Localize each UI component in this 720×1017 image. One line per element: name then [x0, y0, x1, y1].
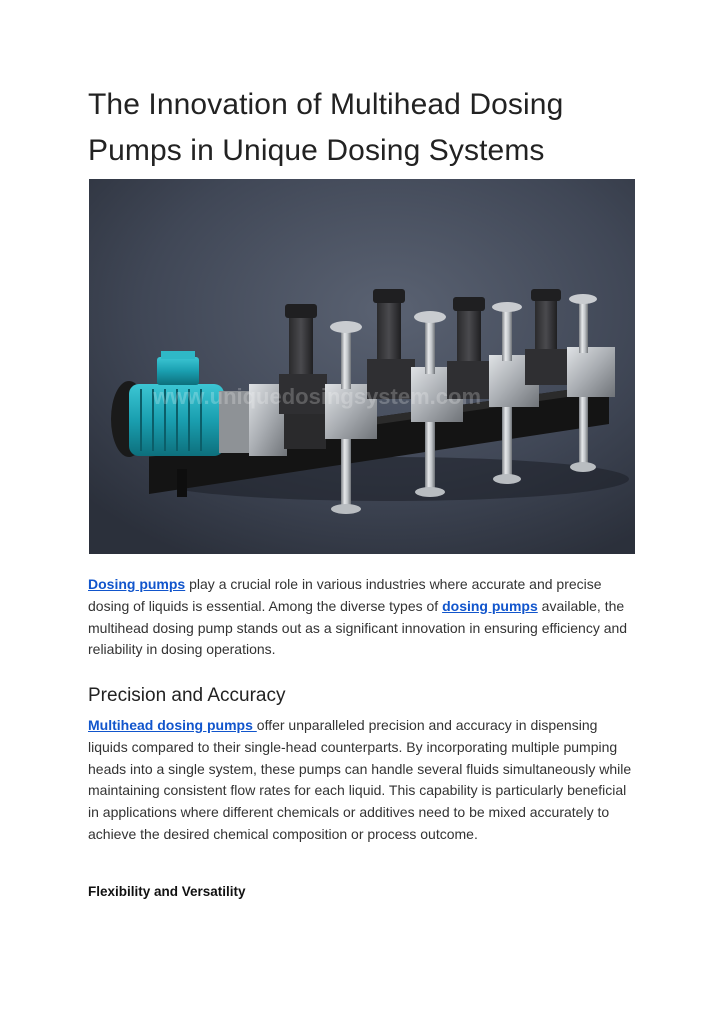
page-title: The Innovation of Multihead Dosing Pumps in Unique Dosing Systems: [88, 88, 564, 167]
precision-text: offer unparalleled precision and accuracy in dispensing liquids compared to their single-head counterparts. By incorporating multiple pumping heads into a single system, these pumps can handle several fluids simultaneously while maintaining consistent flow rates for each liquid. This capability is particularly beneficial in applications where different chemicals or additives need to be mixed accurately to achieve the desired chemical composition or process outcome.: [88, 717, 632, 842]
section-heading-flexibility: Flexibility and Versatility: [88, 884, 246, 899]
precision-paragraph: [88, 715, 636, 846]
svg-text:www.uniquedosingsystem.com: www.uniquedosingsystem.com: [153, 384, 482, 409]
dosing-pump-photo-icon: [89, 179, 635, 554]
intro-text-1: play a crucial role in various industries where accurate and precise dosing of liquids is essential. Among the diverse types of: [88, 576, 602, 614]
dosing-pumps-link-2[interactable]: dosing pumps: [442, 597, 538, 614]
section-heading-precision: Precision and Accuracy: [88, 685, 286, 706]
multihead-dosing-pump-image: [89, 179, 635, 554]
multihead-dosing-pumps-link[interactable]: Multihead dosing pumps: [88, 717, 257, 733]
dosing-pumps-link-1[interactable]: Dosing pumps: [88, 576, 186, 592]
intro-paragraph: [88, 574, 636, 661]
intro-text-2: available, the multihead dosing pump stands out as a significant innovation in ensuring efficiency and reliability in dosing operations.: [88, 597, 628, 658]
